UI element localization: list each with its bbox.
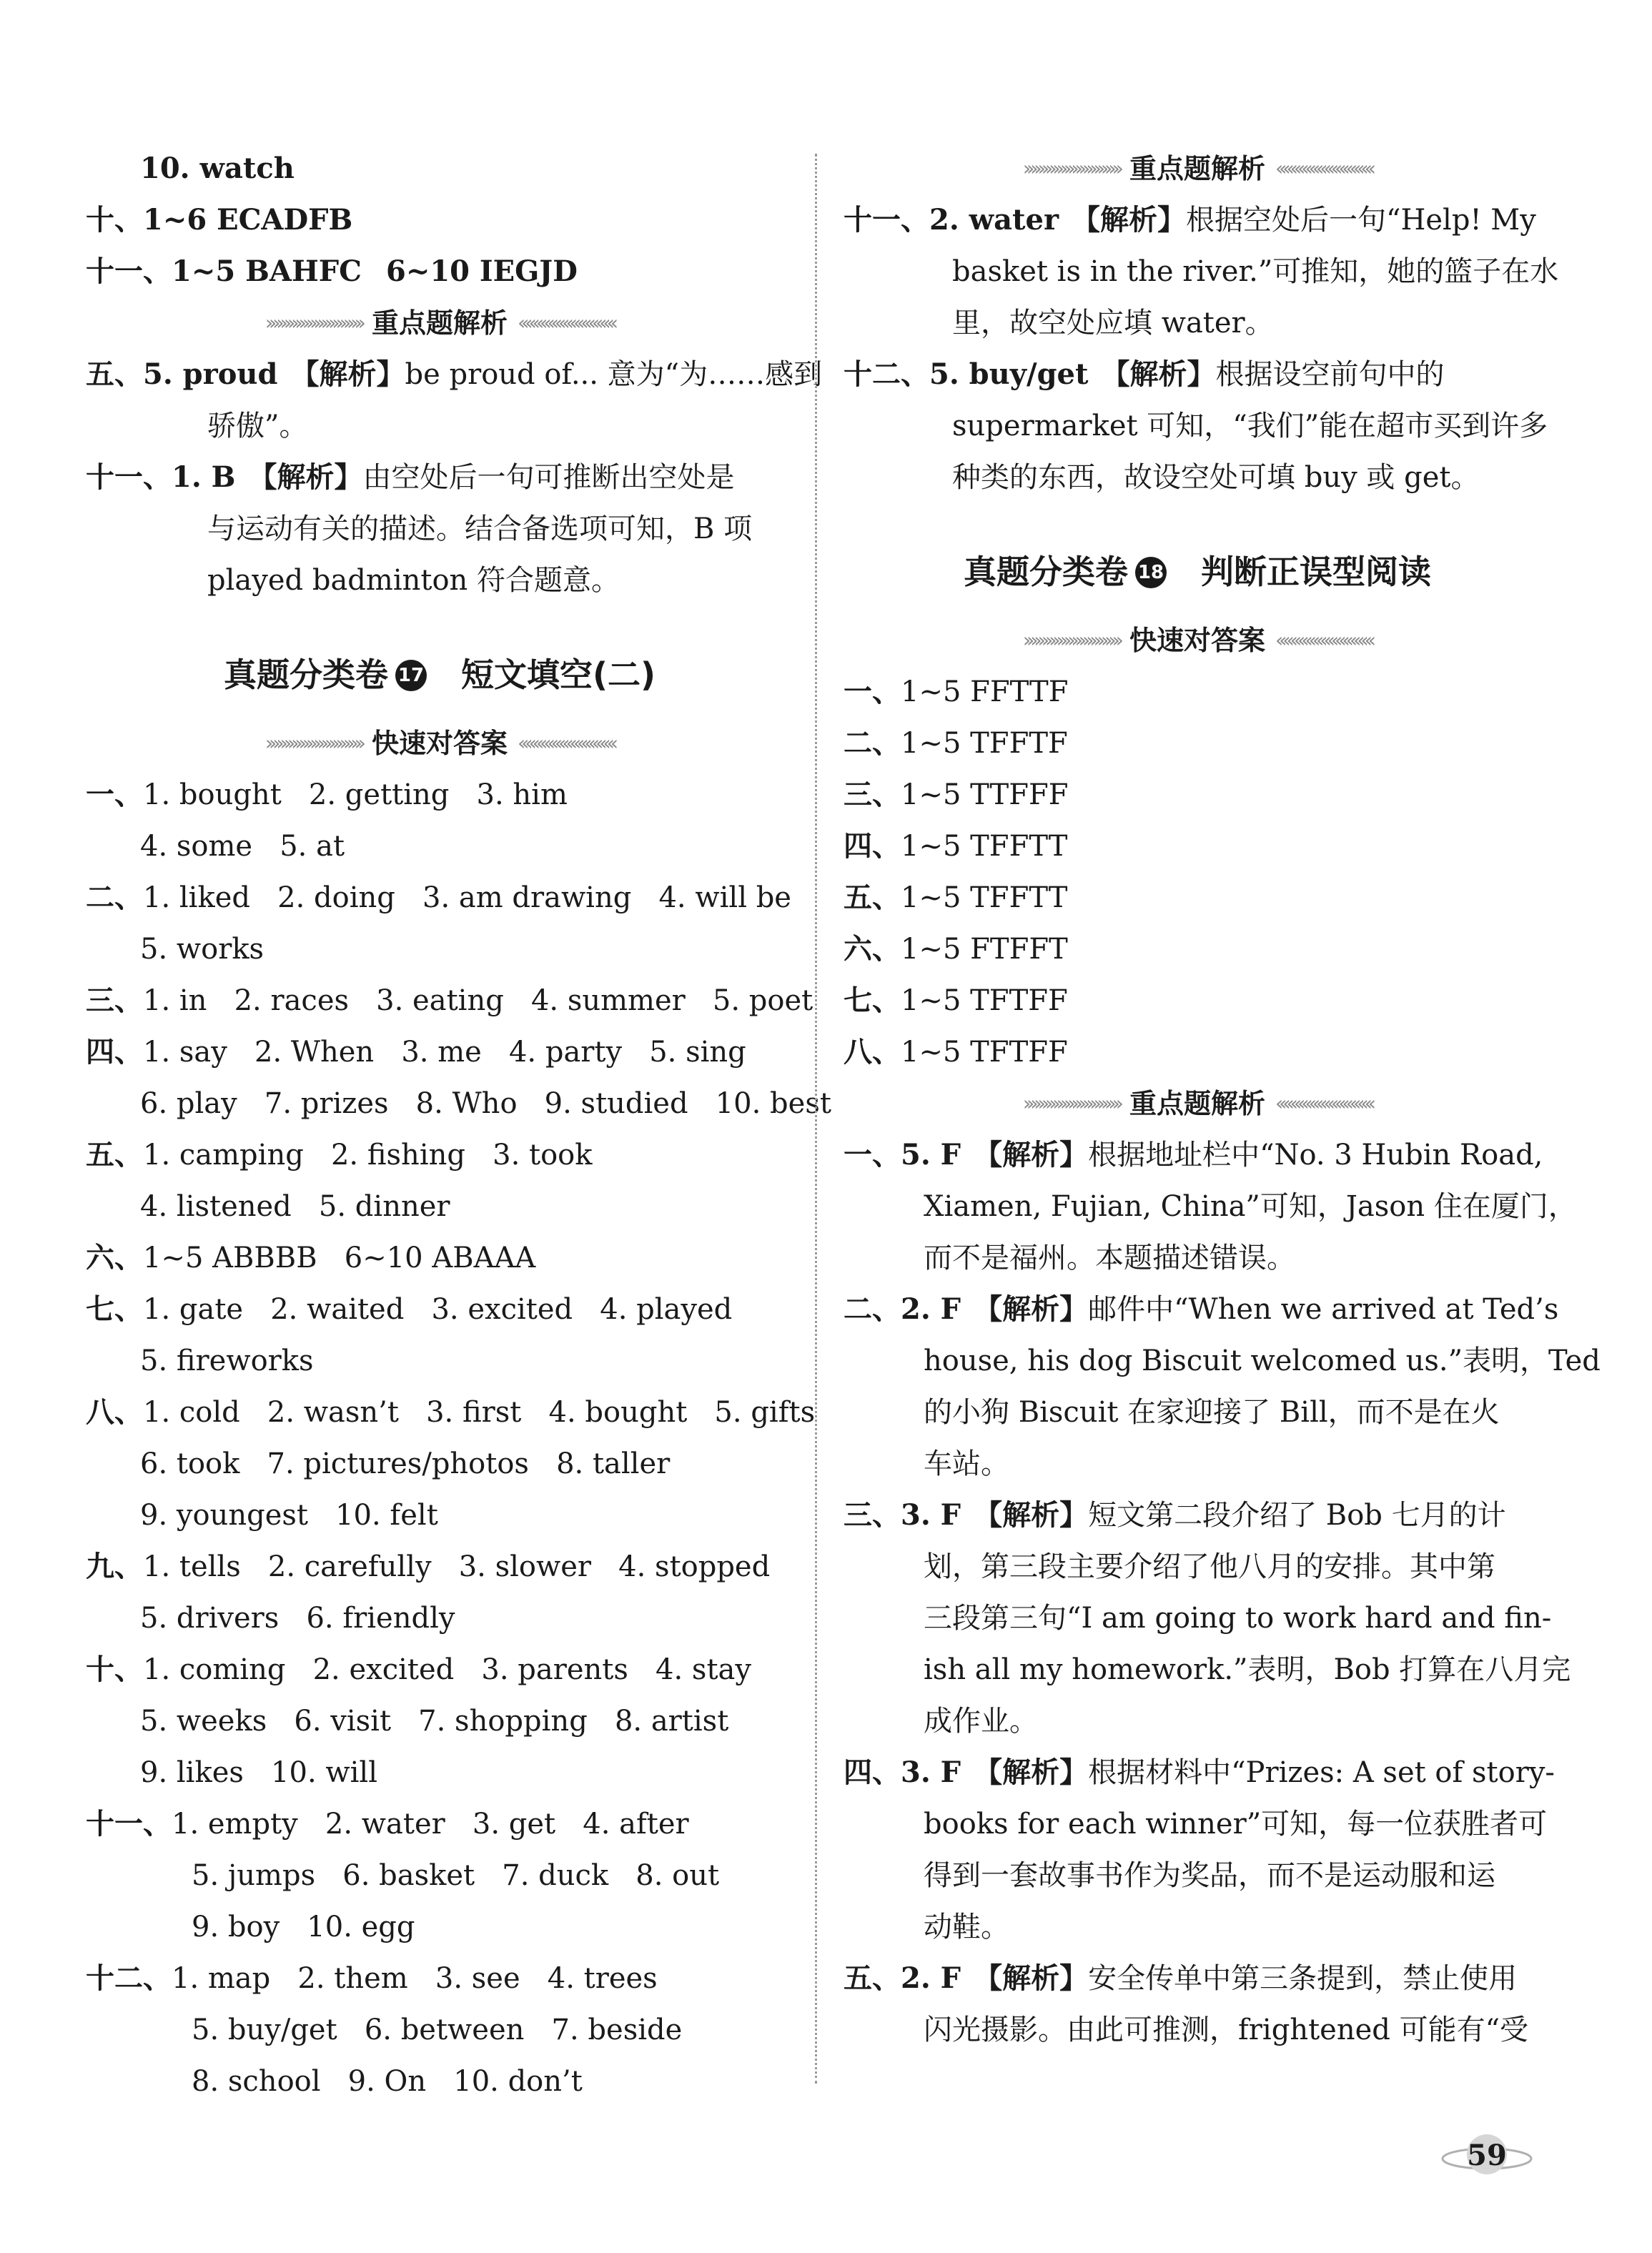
answer-line: 5. jumps 6. basket 7. duck 8. out: [192, 1859, 720, 1892]
answer-line: 五、1. camping 2. fishing 3. took: [86, 1139, 593, 1172]
answer-line: 6. took 7. pictures/photos 8. taller: [140, 1447, 671, 1480]
answer-line: 9. youngest 10. felt: [140, 1499, 438, 1532]
answer-line: 十、1. coming 2. excited 3. parents 4. stay: [86, 1653, 751, 1686]
answer-line: 4. listened 5. dinner: [140, 1190, 450, 1223]
answer-line: 5. fireworks: [140, 1345, 314, 1377]
analysis-item: 十二、5. buy/get 【解析】根据设空前句中的 supermarket 可知，“我们”能在超市买到许多 种类的东西，故设空处可填 buy 或 get。: [844, 357, 1548, 494]
analysis-item: 五、5. proud 【解析】be proud of... 意为“为……感到 骄傲”。: [86, 357, 823, 442]
answer-line: 5. weeks 6. visit 7. shopping 8. artist: [140, 1705, 729, 1738]
key-analysis-banner: ›››››››››››››››››››››››››› 重点题解析 ‹‹‹‹‹‹‹‹‹‹‹‹‹‹‹‹‹‹‹‹‹‹‹‹‹‹: [264, 307, 615, 339]
answer-line: 六、1~5 FTFFT: [844, 933, 1068, 966]
key-analysis-banner: ›››››››››››››››››››››››››› 重点题解析 ‹‹‹‹‹‹‹‹‹‹‹‹‹‹‹‹‹‹‹‹‹‹‹‹‹‹: [1022, 1088, 1372, 1119]
answer-line: 二、1~5 TFFTF: [844, 727, 1068, 760]
answer-line: 二、1. liked 2. doing 3. am drawing 4. will be: [86, 881, 791, 914]
answer-line: 9. boy 10. egg: [192, 1911, 415, 1943]
answer-line: 9. likes 10. will: [140, 1756, 377, 1789]
answer-line: 五、1~5 TFFTT: [844, 881, 1068, 914]
answer-line: 九、1. tells 2. carefully 3. slower 4. stopped: [86, 1550, 771, 1583]
section-number-badge: 18: [1135, 557, 1167, 588]
column-divider: [815, 154, 817, 2084]
answer-line: 十一、1. empty 2. water 3. get 4. after: [86, 1808, 689, 1841]
answer-line: 十二、1. map 2. them 3. see 4. trees: [86, 1962, 658, 1995]
page-number: 59: [1440, 2130, 1533, 2182]
answer-line: 一、1~5 FFTTF: [844, 675, 1069, 708]
section-number-badge: 17: [395, 660, 427, 691]
analysis-item: 五、2. F 【解析】安全传单中第三条提到，禁止使用 闪光摄影。由此可推测，frightened 可能有“受: [844, 1961, 1529, 2046]
left-column: [86, 143, 831, 2107]
key-analysis-banner: ›››››››››››››››››››››››››› 重点题解析 ‹‹‹‹‹‹‹‹‹‹‹‹‹‹‹‹‹‹‹‹‹‹‹‹‹‹: [1022, 153, 1372, 184]
answer-line: 六、1~5 ABBBB 6~10 ABAAA: [86, 1242, 536, 1274]
quick-answers-banner: ›››››››››››››››››››››››››› 快速对答案 ‹‹‹‹‹‹‹‹‹‹‹‹‹‹‹‹‹‹‹‹‹‹‹‹‹‹: [264, 728, 615, 759]
analysis-item: 一、5. F 【解析】根据地址栏中“No. 3 Hubin Road, Xiamen, Fujian, China”可知，Jason 住在厦门， 而不是福州。本题描述错误。: [844, 1138, 1577, 1274]
answer-line: 三、1. in 2. races 3. eating 4. summer 5. poet: [86, 984, 813, 1017]
answer-line: 四、1~5 TFFTT: [844, 830, 1068, 863]
answer-line: 三、1~5 TTFFF: [844, 778, 1069, 811]
answer-line: 8. school 9. On 10. don’t: [192, 2065, 583, 2098]
analysis-item: 二、2. F 【解析】邮件中“When we arrived at Ted’s house, his dog Biscuit welcomed us.”表明，Ted 的小狗 Biscuit 在家迎接了 Bill，而不是在火 车站。: [844, 1292, 1601, 1480]
quick-answers-banner: ›››››››››››››››››››››››››› 快速对答案 ‹‹‹‹‹‹‹‹‹‹‹‹‹‹‹‹‹‹‹‹‹‹‹‹‹‹: [1022, 625, 1372, 656]
answer-line: 5. works: [140, 933, 264, 966]
answer-line: 八、1. cold 2. wasn’t 3. first 4. bought 5. gifts: [86, 1396, 816, 1429]
answer-line: 一、1. bought 2. getting 3. him: [86, 778, 568, 811]
analysis-item: 三、3. F 【解析】短文第二段介绍了 Bob 七月的计 划，第三段主要介绍了他八月的安排。其中第 三段第三句“I am going to work hard and fin- ish all my homework.”表明，Bob 打算在八月完 成作业。: [844, 1498, 1571, 1738]
section-title: 真题分类卷 18 判断正误型阅读: [964, 553, 1431, 591]
answer-line: 5. drivers 6. friendly: [140, 1602, 455, 1635]
answer-line: 七、1~5 TFTFF: [844, 984, 1068, 1017]
answer-line: 十、1~6 ECADFB: [86, 203, 353, 237]
section-title: 真题分类卷 17 短文填空(二): [223, 655, 656, 694]
answer-line: 七、1. gate 2. waited 3. excited 4. played: [86, 1293, 733, 1326]
analysis-item: 十一、1. B 【解析】由空处后一句可推断出空处是 与运动有关的描述。结合备选项可知，B 项 played badminton 符合题意。: [86, 460, 753, 597]
analysis-item: 四、3. F 【解析】根据材料中“Prizes: A set of story- books for each winner”可知，每一位获胜者可 得到一套故事书作为奖品，而不是运动服和运 动鞋。: [844, 1756, 1555, 1943]
answer-line: 5. buy/get 6. between 7. beside: [192, 2014, 683, 2046]
answer-line: 4. some 5. at: [140, 830, 345, 863]
right-column: [844, 143, 1601, 2056]
answer-line: 八、1~5 TFTFF: [844, 1036, 1068, 1069]
answer-line: 10. watch: [140, 152, 295, 185]
answer-line: 十一、1~5 BAHFC 6~10 IEGJD: [86, 254, 578, 288]
answer-line: 6. play 7. prizes 8. Who 9. studied 10. best: [140, 1087, 831, 1120]
answer-line: 四、1. say 2. When 3. me 4. party 5. sing: [86, 1036, 746, 1069]
analysis-item: 十一、2. water 【解析】根据空处后一句“Help! My basket is in the river.”可推知，她的篮子在水 里，故空处应填 water。: [844, 203, 1559, 340]
